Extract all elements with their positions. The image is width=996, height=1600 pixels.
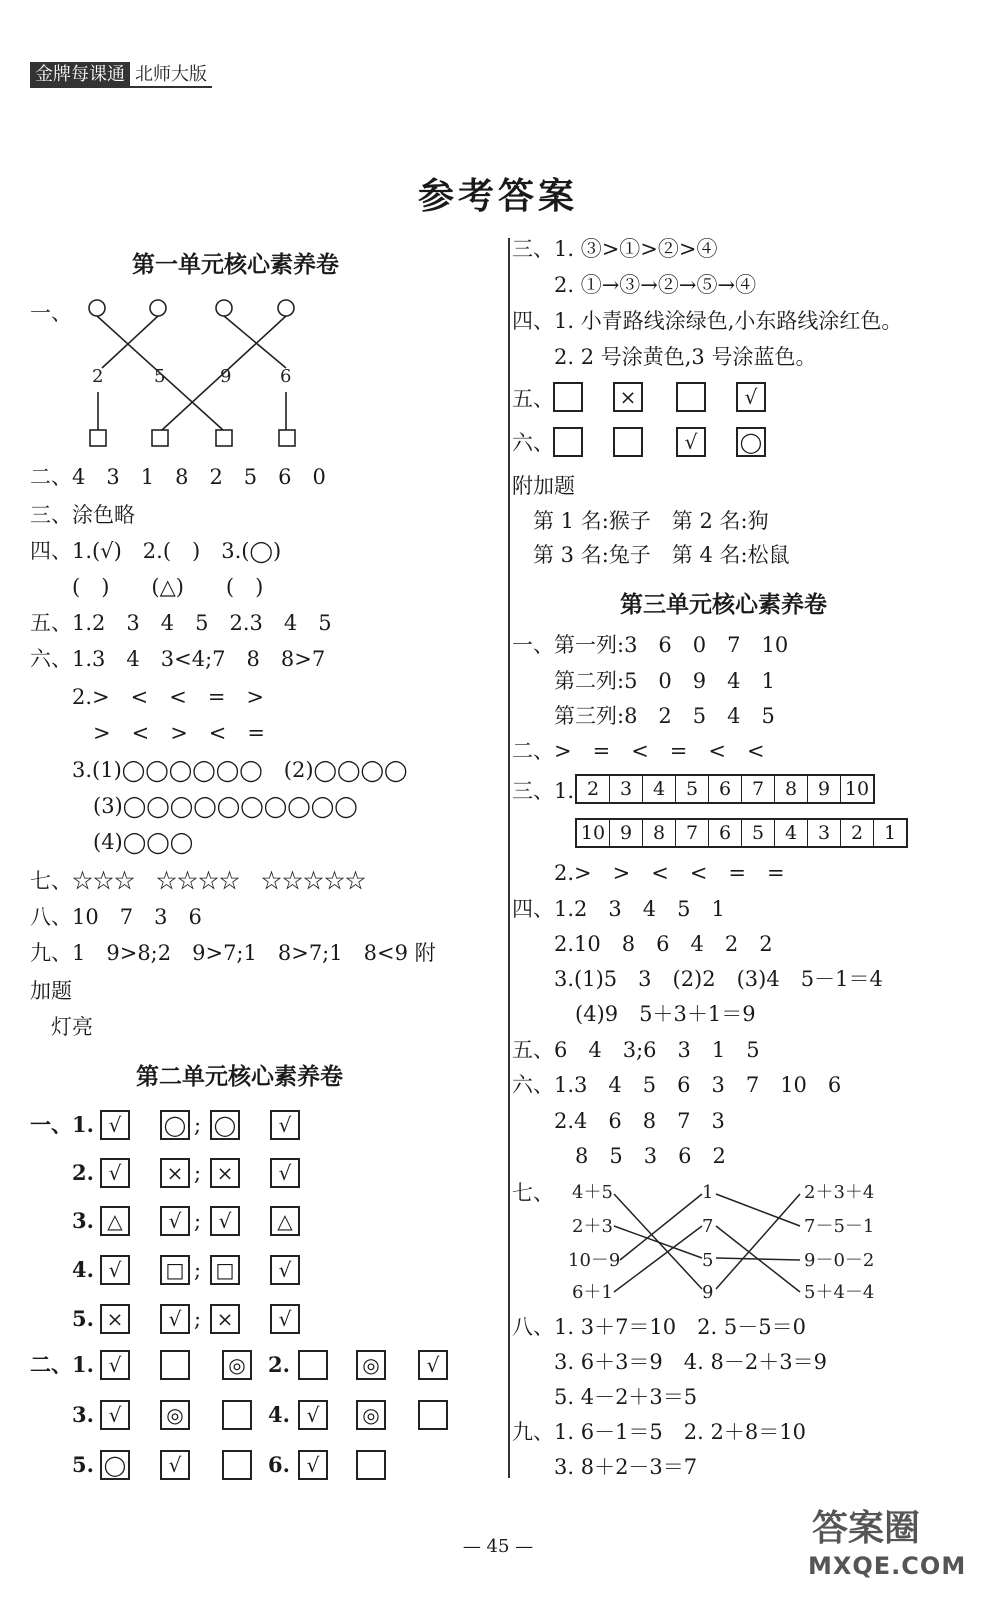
answer-box [418, 1400, 448, 1430]
answer-box: ◯ [100, 1450, 130, 1480]
answer-box [160, 1350, 190, 1380]
q7-mid-num: 9 [702, 1282, 714, 1303]
number-cell: 7 [742, 776, 775, 802]
top-circle [216, 300, 232, 316]
book-header [30, 62, 212, 88]
u3-q3-2: 2.> > < < = = [512, 861, 785, 885]
watermark-logo: 答案圈 [812, 1508, 921, 1549]
answer-box: √ [100, 1350, 130, 1380]
q1-num: 5 [154, 366, 166, 387]
u1-q1-label: 一、 [30, 301, 72, 325]
u2-p2-label: 4. [268, 1402, 290, 1427]
answer-box: □ [160, 1255, 190, 1285]
semicolon: ; [194, 1307, 202, 1331]
u3-q2: 二、> = < = < < [512, 739, 765, 763]
q1-num: 6 [280, 366, 292, 387]
number-cell: 9 [808, 776, 841, 802]
number-cell: 3 [808, 820, 841, 846]
answer-box: ◯ [210, 1110, 240, 1140]
answer-box: √ [100, 1110, 130, 1140]
number-cell: 7 [676, 820, 709, 846]
u2-p1-label: 2. [72, 1160, 94, 1185]
u3-q7-matching-diagram [560, 1176, 890, 1306]
number-row-ascending [575, 774, 875, 804]
answer-box: ◯ [160, 1110, 190, 1140]
answer-box: ◎ [160, 1400, 190, 1430]
u1-q6-2a: 2.> < < = > [30, 685, 265, 709]
u2-p1-label: 4. [72, 1257, 94, 1282]
u1-q6-3a: 3.(1)◯◯◯◯◯◯ (2)◯◯◯◯ [30, 758, 408, 782]
u1-q6-1: 六、1.3 4 3<4;7 8 8>7 [30, 647, 326, 671]
answer-box: √ [270, 1110, 300, 1140]
answer-box [222, 1400, 252, 1430]
unit3-title: 第三单元核心素养卷 [620, 592, 827, 618]
answer-box: √ [100, 1400, 130, 1430]
q7-right-expr: 5＋4－4 [804, 1282, 875, 1303]
watermark-url: MXQE.COM [808, 1552, 967, 1580]
number-cell: 10 [844, 778, 870, 800]
q7-left-expr: 2＋3 [572, 1216, 613, 1237]
answer-box [676, 382, 706, 412]
u3-q4-3: 3.(1)5 3 (2)2 (3)4 5－1＝4 [512, 967, 883, 991]
u3-q4-1: 四、1.2 3 4 5 1 [512, 897, 725, 921]
q7-right-expr: 2＋3＋4 [804, 1182, 875, 1203]
q7-left-expr: 10－9 [568, 1250, 621, 1271]
q7-left-expr: 6＋1 [572, 1282, 613, 1303]
number-cell: 8 [775, 776, 808, 802]
answer-box [553, 382, 583, 412]
q1-num: 2 [92, 366, 104, 387]
answer-box: √ [160, 1304, 190, 1334]
r-q5-label: 五、 [512, 387, 554, 411]
number-cell: 5 [742, 820, 775, 846]
edition-name: 北师大版 [130, 62, 212, 88]
semicolon: ; [194, 1258, 202, 1282]
answer-box: × [210, 1158, 240, 1188]
u3-q3-label: 三、1. [512, 779, 575, 803]
r-rank1: 第 1 名:猴子 第 2 名:狗 [512, 509, 769, 533]
answer-box [356, 1450, 386, 1480]
unit1-title: 第一单元核心素养卷 [132, 252, 339, 278]
answer-box: √ [736, 382, 766, 412]
q1-num: 9 [220, 366, 232, 387]
answer-box: ◯ [736, 427, 766, 457]
answer-box: √ [298, 1450, 328, 1480]
answer-box: √ [100, 1158, 130, 1188]
number-row-descending [575, 818, 908, 848]
answer-box: △ [270, 1206, 300, 1236]
u1-q5: 五、1.2 3 4 5 2.3 4 5 [30, 611, 332, 635]
bottom-square [216, 430, 232, 446]
r-q3-1: 三、1. ③>①>②>④ [512, 237, 718, 261]
answer-box: √ [298, 1400, 328, 1430]
u2-p2-label: 2. [268, 1352, 290, 1377]
answer-box [222, 1450, 252, 1480]
q7-right-expr: 9－0－2 [804, 1250, 875, 1271]
page-number: — 45 — [462, 1536, 534, 1557]
number-cell: 5 [676, 776, 709, 802]
answer-box: √ [270, 1158, 300, 1188]
answer-box: ◎ [222, 1350, 252, 1380]
answer-box: √ [418, 1350, 448, 1380]
answer-box: √ [210, 1206, 240, 1236]
number-cell: 6 [709, 820, 742, 846]
answer-box [613, 427, 643, 457]
u3-q6-2: 2.4 6 8 7 3 [512, 1109, 725, 1133]
bottom-square [90, 430, 106, 446]
u3-q4-4: (4)9 5＋3＋1＝9 [512, 1002, 756, 1026]
u1-q2: 二、4 3 1 8 2 5 6 0 [30, 465, 326, 489]
answer-box: □ [210, 1255, 240, 1285]
number-cell: 2 [841, 820, 874, 846]
answer-box [553, 427, 583, 457]
u1-extra-label: 加题 [30, 979, 72, 1003]
u2-p2-label: 二、1. [30, 1352, 94, 1377]
answer-box: √ [100, 1255, 130, 1285]
number-cell: 1 [883, 822, 897, 844]
bottom-square [279, 430, 295, 446]
u3-q1c: 第三列:8 2 5 4 5 [512, 704, 775, 728]
u1-q9: 九、1 9>8;2 9>7;1 8>7;1 8<9 附 [30, 941, 436, 965]
u2-p2-label: 5. [72, 1452, 94, 1477]
answer-box: ◎ [356, 1350, 386, 1380]
u3-q8-3: 5. 4－2＋3＝5 [512, 1385, 698, 1409]
u1-q4-row1: 四、1.(√) 2.( ) 3.(◯) [30, 539, 282, 563]
answer-box: × [100, 1304, 130, 1334]
r-q3-2: 2. ①→③→②→⑤→④ [512, 273, 757, 297]
u2-p1-label: 一、1. [30, 1112, 94, 1137]
u3-q5: 五、6 4 3;6 3 1 5 [512, 1038, 760, 1062]
u3-q9-1: 九、1. 6－1＝5 2. 2＋8＝10 [512, 1420, 806, 1444]
q7-mid-num: 1 [702, 1182, 714, 1203]
answer-box [298, 1350, 328, 1380]
r-q4-2: 2. 2 号涂黄色,3 号涂蓝色。 [512, 345, 817, 369]
number-cell: 2 [577, 776, 610, 802]
number-cell: 3 [610, 776, 643, 802]
u2-p2-label: 6. [268, 1452, 290, 1477]
number-cell: 9 [610, 820, 643, 846]
number-cell: 4 [643, 776, 676, 802]
top-circle [278, 300, 294, 316]
u1-q6-2b: > < > < = [30, 721, 265, 745]
u3-q1a: 一、第一列:3 6 0 7 10 [512, 633, 789, 657]
page-title: 参考答案 [417, 176, 578, 217]
u1-q3: 三、涂色略 [30, 503, 135, 527]
u2-p2-label: 3. [72, 1402, 94, 1427]
number-cell: 6 [709, 776, 742, 802]
u3-q8-1: 八、1. 3＋7＝10 2. 5－5＝0 [512, 1315, 806, 1339]
u1-q4-row2: ( ) (△) ( ) [30, 575, 264, 599]
u3-q1b: 第二列:5 0 9 4 1 [512, 669, 775, 693]
unit2-title: 第二单元核心素养卷 [136, 1064, 343, 1090]
r-extra-label: 附加题 [512, 474, 575, 498]
u1-q8: 八、10 7 3 6 [30, 905, 202, 929]
u3-q9-2: 3. 8＋2－3＝7 [512, 1455, 698, 1479]
semicolon: ; [194, 1209, 202, 1233]
q7-mid-num: 5 [702, 1250, 714, 1271]
answer-box: √ [270, 1255, 300, 1285]
answer-box: × [613, 382, 643, 412]
r-q4-1: 四、1. 小青路线涂绿色,小东路线涂红色。 [512, 309, 903, 333]
answer-box: √ [160, 1206, 190, 1236]
column-divider [508, 238, 510, 1478]
u3-q8-2: 3. 6＋3＝9 4. 8－2＋3＝9 [512, 1350, 827, 1374]
u2-p1-label: 5. [72, 1306, 94, 1331]
answer-box: √ [270, 1304, 300, 1334]
u1-q7: 七、☆☆☆ ☆☆☆☆ ☆☆☆☆☆ [30, 869, 366, 893]
u1-q1-matching-diagram [80, 290, 310, 450]
u2-p1-label: 3. [72, 1208, 94, 1233]
number-cell: 4 [775, 820, 808, 846]
answer-box: ◎ [356, 1400, 386, 1430]
answer-box: √ [160, 1450, 190, 1480]
number-cell: 10 [577, 820, 610, 846]
answer-box: × [160, 1158, 190, 1188]
u3-q7-label: 七、 [512, 1181, 554, 1205]
r-q6-label: 六、 [512, 431, 554, 455]
r-rank2: 第 3 名:兔子 第 4 名:松鼠 [512, 543, 790, 567]
bottom-square [152, 430, 168, 446]
u3-q4-2: 2.10 8 6 4 2 2 [512, 932, 773, 956]
semicolon: ; [194, 1161, 202, 1185]
u1-q6-3c: (4)◯◯◯ [30, 830, 194, 854]
top-circle [89, 300, 105, 316]
series-name: 金牌每课通 [30, 62, 130, 88]
answer-box: × [210, 1304, 240, 1334]
u1-extra-answer: 灯亮 [30, 1015, 93, 1039]
number-cell: 8 [643, 820, 676, 846]
semicolon: ; [194, 1113, 202, 1137]
q7-left-expr: 4＋5 [572, 1182, 613, 1203]
answer-box: △ [100, 1206, 130, 1236]
q7-right-expr: 7－5－1 [804, 1216, 875, 1237]
top-circle [150, 300, 166, 316]
answer-box: √ [676, 427, 706, 457]
u3-q6-3: 8 5 3 6 2 [512, 1144, 726, 1168]
q7-mid-num: 7 [702, 1216, 714, 1237]
u3-q6-1: 六、1.3 4 5 6 3 7 10 6 [512, 1073, 842, 1097]
u1-q6-3b: (3)◯◯◯◯◯◯◯◯◯◯ [30, 794, 358, 818]
